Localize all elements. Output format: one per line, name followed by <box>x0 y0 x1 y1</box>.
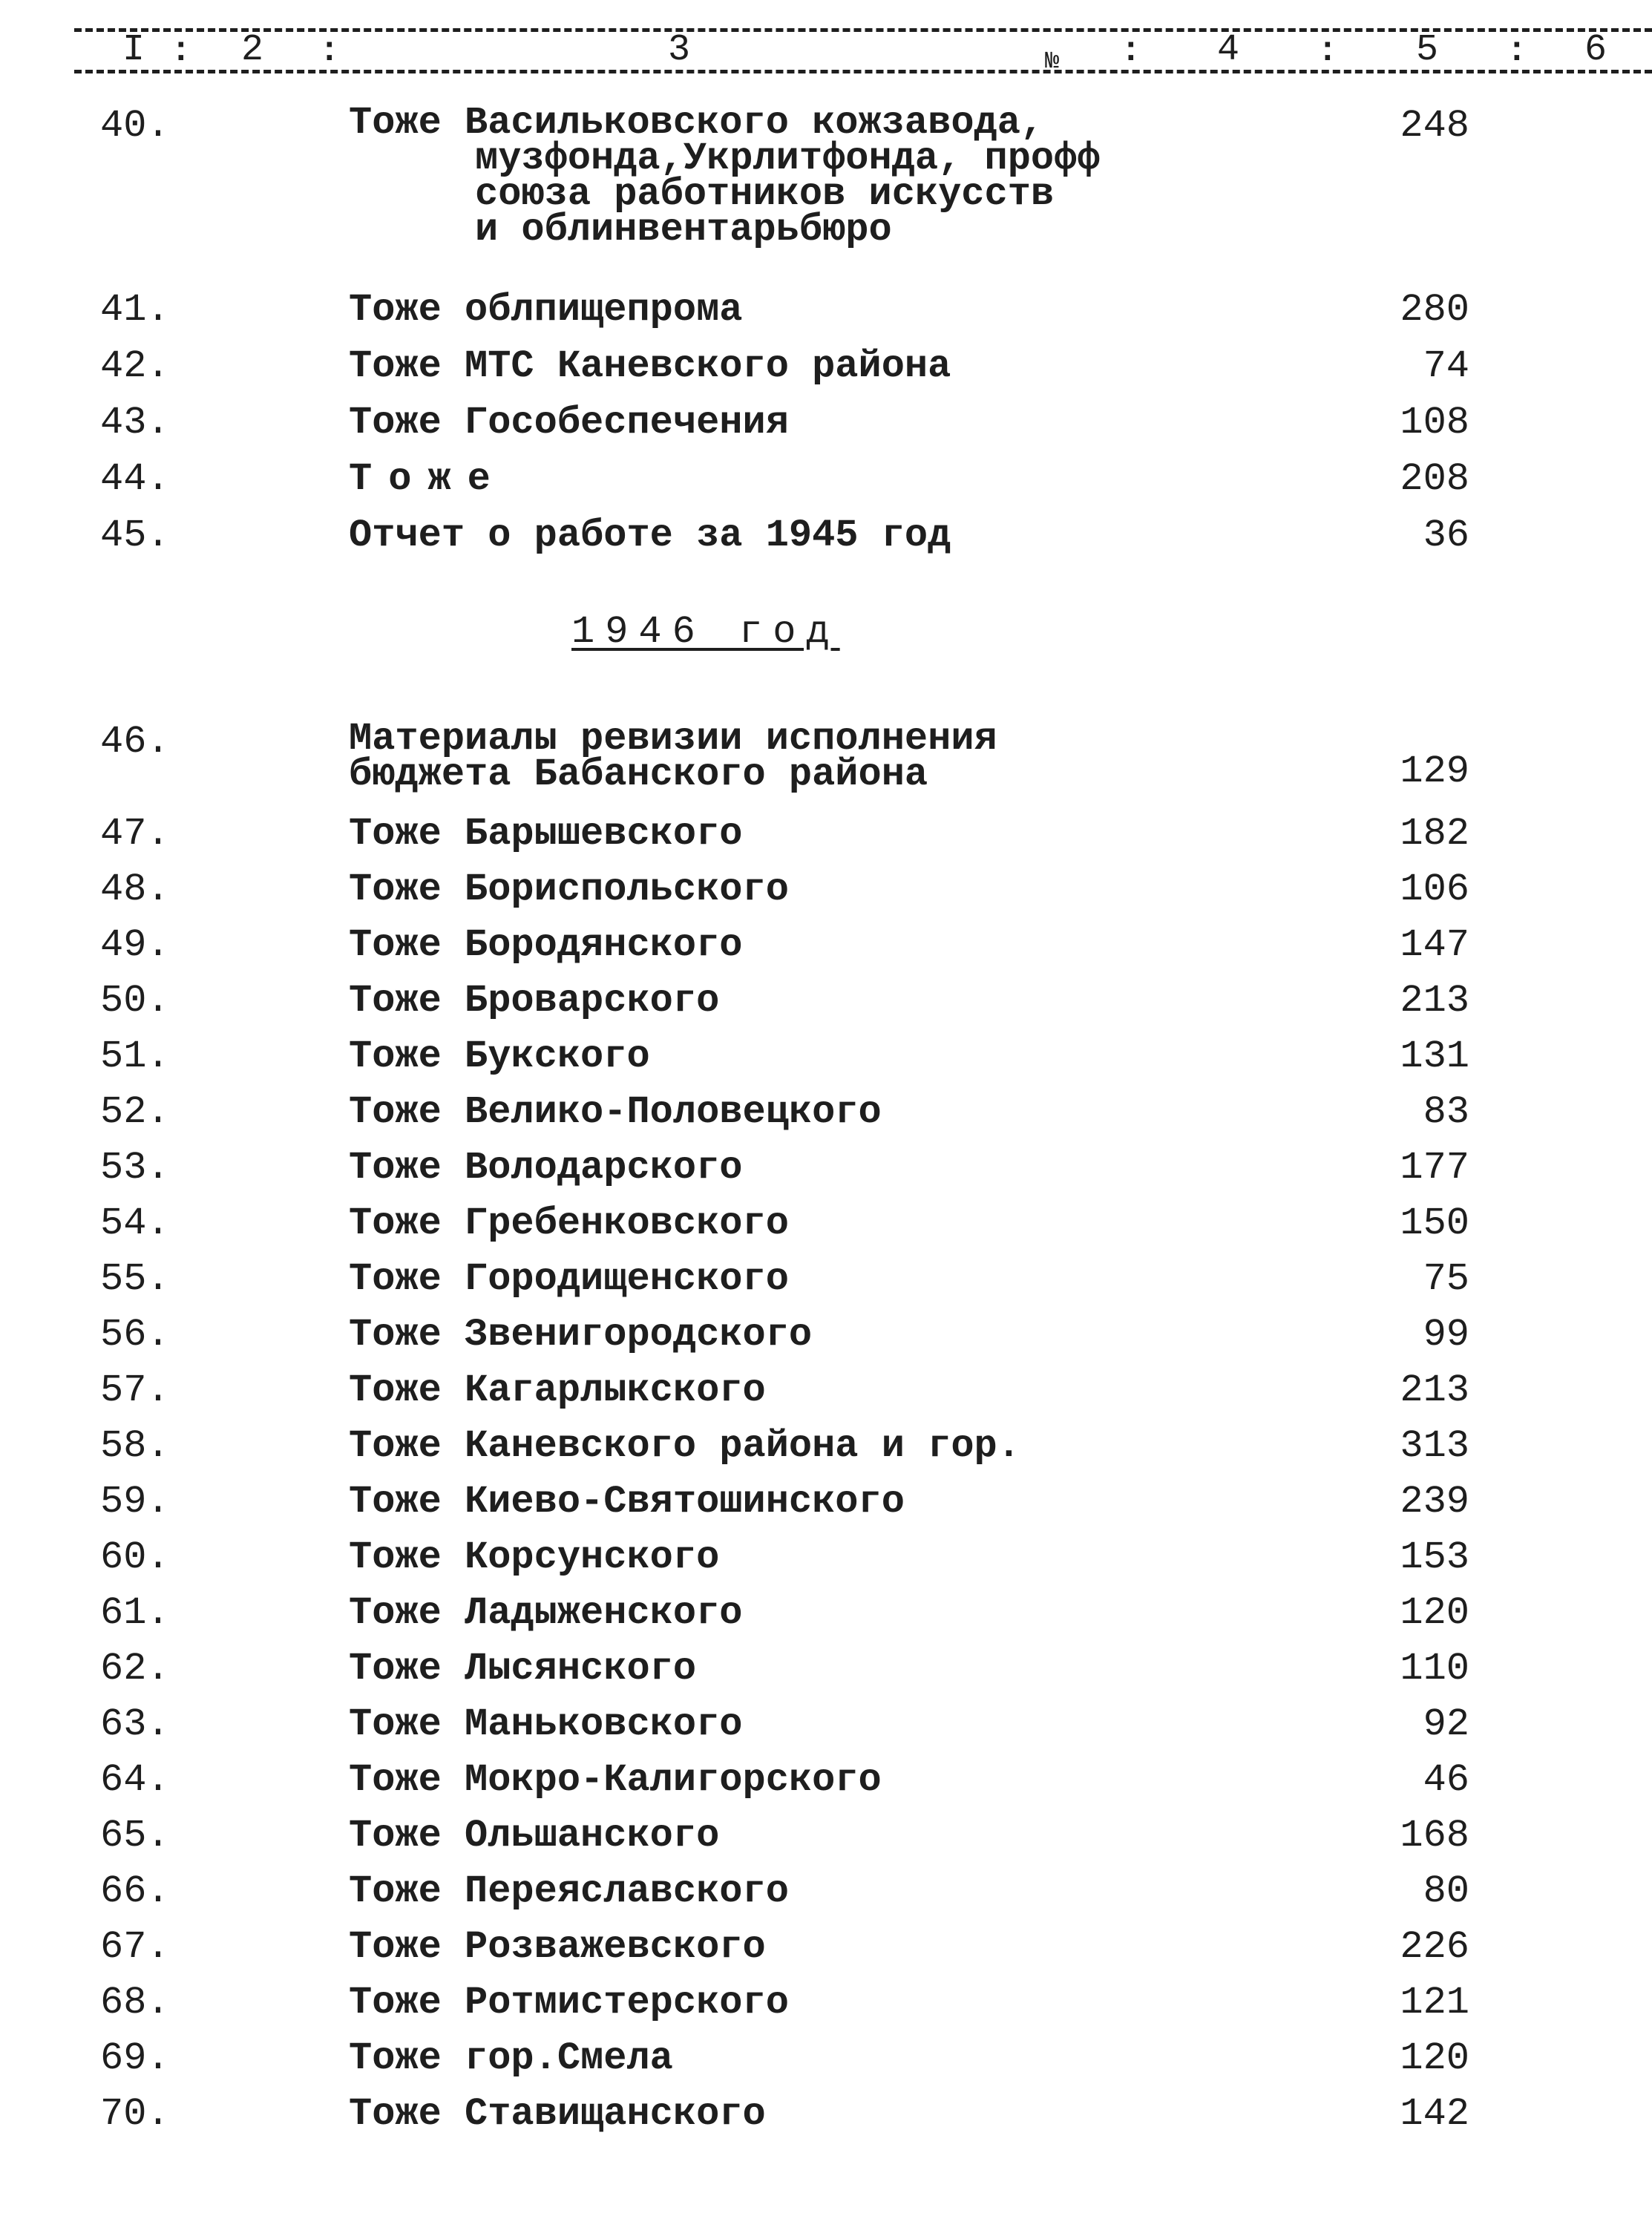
entry-count: 92 <box>1423 1702 1469 1746</box>
entry-title: Тоже Переяславского <box>349 1869 789 1913</box>
column-separator: : <box>1317 32 1338 71</box>
entry-count: 239 <box>1400 1480 1469 1524</box>
entry-title: Тоже Звенигородского <box>349 1313 813 1357</box>
entry-title: Тоже МТС Каневского района <box>349 344 951 388</box>
entry-title: Тоже Кагарлыкского <box>349 1368 766 1412</box>
entry-count: 46 <box>1423 1758 1469 1802</box>
entry-count: 142 <box>1400 2092 1469 2136</box>
entry-count: 110 <box>1400 1647 1469 1691</box>
entry-count: 280 <box>1400 288 1469 332</box>
entry-title: Тоже Гребенковского <box>349 1202 789 1245</box>
column-number-4: 4 <box>1217 29 1240 71</box>
entry-number: 47. <box>100 812 170 856</box>
entry-title: Тоже Каневского района и гор. <box>349 1424 1020 1468</box>
entry-title: Тоже <box>349 457 507 501</box>
entry-count: 74 <box>1423 344 1469 388</box>
entry-title <box>349 101 1202 252</box>
entry-count: 208 <box>1400 457 1469 501</box>
entry-title: Тоже Гособеспечения <box>349 401 789 445</box>
entry-title-line: Тоже Васильковского кожзавода, <box>349 101 1044 145</box>
entry-number: 59. <box>100 1480 170 1524</box>
entry-title: Тоже Городищенского <box>349 1257 789 1301</box>
entry-number: 41. <box>100 288 170 332</box>
entry-number: 42. <box>100 344 170 388</box>
entry-count: 129 <box>1400 750 1469 793</box>
entry-title: Тоже Володарского <box>349 1146 743 1190</box>
entry-number: 65. <box>100 1814 170 1858</box>
entry-count: 108 <box>1400 401 1469 445</box>
entry-title-line: бюджета Бабанского района <box>349 753 928 796</box>
entry-title: Тоже Мокро-Калигорского <box>349 1758 882 1802</box>
number-sign-mark: № <box>1045 47 1060 75</box>
entry-number: 50. <box>100 979 170 1023</box>
entry-title-line: музфонда,Укрлитфонда, профф <box>475 137 1101 180</box>
entry-number: 43. <box>100 401 170 445</box>
year-heading: 1946 год <box>571 610 840 654</box>
column-number-6: 6 <box>1584 29 1607 71</box>
entry-number: 63. <box>100 1702 170 1746</box>
column-separator: : <box>1507 32 1527 71</box>
entry-title: Тоже Букского <box>349 1035 650 1078</box>
entry-count: 153 <box>1400 1535 1469 1579</box>
entry-number: 49. <box>100 923 170 967</box>
column-separator: : <box>171 32 191 71</box>
entry-count: 313 <box>1400 1424 1469 1468</box>
entry-number: 48. <box>100 868 170 911</box>
column-number-1: I <box>122 29 145 71</box>
entry-number: 60. <box>100 1535 170 1579</box>
entry-count: 177 <box>1400 1146 1469 1190</box>
entry-number: 40. <box>100 104 170 148</box>
entry-title: Тоже Бородянского <box>349 923 743 967</box>
entry-number: 44. <box>100 457 170 501</box>
entry-count: 121 <box>1400 1981 1469 2025</box>
entry-count: 147 <box>1400 923 1469 967</box>
column-number-2: 2 <box>241 29 264 71</box>
entry-count: 106 <box>1400 868 1469 911</box>
entry-count: 80 <box>1423 1869 1469 1913</box>
entry-title: Тоже Корсунского <box>349 1535 720 1579</box>
entry-title: Тоже Броварского <box>349 979 720 1023</box>
entry-number: 64. <box>100 1758 170 1802</box>
entry-count: 120 <box>1400 1591 1469 1635</box>
entry-title: Тоже Ротмистерского <box>349 1981 789 2025</box>
entry-number: 58. <box>100 1424 170 1468</box>
entry-number: 46. <box>100 720 170 764</box>
entry-number: 54. <box>100 1202 170 1245</box>
entry-title: Тоже Лысянского <box>349 1647 697 1691</box>
entry-number: 51. <box>100 1035 170 1078</box>
entry-number: 53. <box>100 1146 170 1190</box>
entry-title-line: Материалы ревизии исполнения <box>349 717 997 761</box>
entry-number: 52. <box>100 1090 170 1134</box>
entry-title <box>349 717 1202 796</box>
column-separator: : <box>319 32 340 71</box>
entry-count: 99 <box>1423 1313 1469 1357</box>
entry-count: 120 <box>1400 2036 1469 2080</box>
entry-count: 168 <box>1400 1814 1469 1858</box>
entry-title: Тоже Маньковского <box>349 1702 743 1746</box>
entry-count: 75 <box>1423 1257 1469 1301</box>
entry-count: 36 <box>1423 514 1469 557</box>
entry-count: 182 <box>1400 812 1469 856</box>
entry-number: 69. <box>100 2036 170 2080</box>
entry-number: 56. <box>100 1313 170 1357</box>
entry-title-line: союза работников искусств <box>475 172 1055 216</box>
entry-number: 61. <box>100 1591 170 1635</box>
column-separator: : <box>1121 32 1141 71</box>
entry-title: Тоже гор.Смела <box>349 2036 673 2080</box>
entry-number: 62. <box>100 1647 170 1691</box>
entry-count: 83 <box>1423 1090 1469 1134</box>
column-header-row <box>74 28 1652 80</box>
entry-title: Тоже Ладыженского <box>349 1591 743 1635</box>
entry-title: Тоже Бориспольского <box>349 868 789 911</box>
entry-title: Отчет о работе за 1945 год <box>349 514 951 557</box>
entry-title: Тоже Киево-Святошинского <box>349 1480 905 1524</box>
entry-title: Тоже Велико-Половецкого <box>349 1090 882 1134</box>
entry-number: 67. <box>100 1925 170 1969</box>
entry-number: 66. <box>100 1869 170 1913</box>
entry-number: 70. <box>100 2092 170 2136</box>
entry-number: 57. <box>100 1368 170 1412</box>
entry-number: 68. <box>100 1981 170 2025</box>
entry-title: Тоже Ольшанского <box>349 1814 720 1858</box>
entry-title-line: и облинвентарьбюро <box>475 208 892 252</box>
entry-count: 248 <box>1400 104 1469 148</box>
entry-count: 131 <box>1400 1035 1469 1078</box>
entry-count: 150 <box>1400 1202 1469 1245</box>
entry-title: Тоже Барышевского <box>349 812 743 856</box>
entry-number: 55. <box>100 1257 170 1301</box>
entry-count: 213 <box>1400 1368 1469 1412</box>
entry-number: 45. <box>100 514 170 557</box>
entry-count: 226 <box>1400 1925 1469 1969</box>
entry-title: Тоже Ставищанского <box>349 2092 766 2136</box>
entry-count: 213 <box>1400 979 1469 1023</box>
entry-title: Тоже облпищепрома <box>349 288 743 332</box>
column-number-3: 3 <box>668 29 691 71</box>
entry-title: Тоже Розважевского <box>349 1925 766 1969</box>
column-number-5: 5 <box>1416 29 1439 71</box>
